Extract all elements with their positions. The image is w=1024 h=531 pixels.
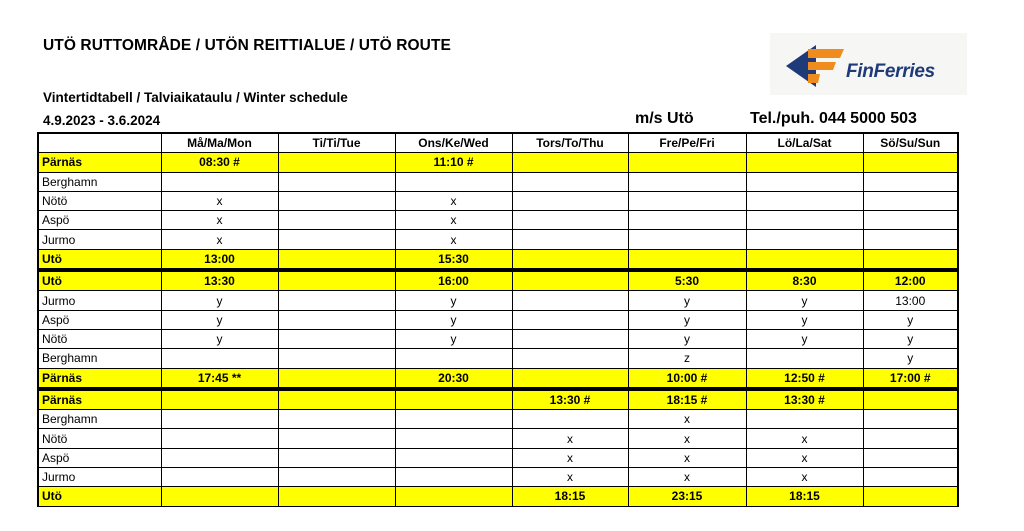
table-row <box>38 270 958 291</box>
schedule-cell: x <box>628 448 746 467</box>
schedule-cell <box>278 429 395 448</box>
table-row <box>38 291 958 310</box>
schedule-cell <box>161 410 278 429</box>
schedule-cell <box>512 211 628 230</box>
header-stop-cell <box>38 133 161 153</box>
schedule-cell: 15:30 <box>395 249 512 270</box>
schedule-cell <box>863 249 958 270</box>
schedule-cell <box>863 429 958 448</box>
schedule-cell: 11:10 # <box>395 153 512 172</box>
schedule-cell <box>512 368 628 389</box>
schedule-cell <box>278 448 395 467</box>
schedule-subtitle: Vintertidtabell / Talviaikataulu / Winter schedule <box>43 90 348 105</box>
schedule-cell <box>863 410 958 429</box>
schedule-cell <box>278 310 395 329</box>
schedule-cell <box>161 172 278 191</box>
schedule-cell: y <box>746 329 863 348</box>
schedule-cell <box>863 153 958 172</box>
schedule-cell <box>395 468 512 487</box>
stop-name: Nötö <box>38 329 161 348</box>
schedule-cell <box>278 230 395 249</box>
schedule-cell: 13:30 # <box>512 389 628 410</box>
schedule-cell <box>278 349 395 368</box>
schedule-cell <box>863 448 958 467</box>
stop-name: Aspö <box>38 310 161 329</box>
schedule-cell <box>746 230 863 249</box>
schedule-cell: y <box>395 329 512 348</box>
schedule-cell: x <box>161 211 278 230</box>
schedule-cell <box>278 468 395 487</box>
schedule-cell <box>746 172 863 191</box>
schedule-cell: 18:15 <box>746 487 863 506</box>
table-header-row <box>38 133 958 153</box>
schedule-cell <box>512 329 628 348</box>
schedule-cell: x <box>746 429 863 448</box>
stop-name: Aspö <box>38 211 161 230</box>
schedule-cell <box>512 153 628 172</box>
table-row <box>38 230 958 249</box>
schedule-cell: 17:45 ** <box>161 368 278 389</box>
schedule-cell: x <box>512 448 628 467</box>
stop-name: Jurmo <box>38 291 161 310</box>
table-row <box>38 487 958 506</box>
schedule-cell: x <box>395 191 512 210</box>
day-header: Fre/Pe/Fri <box>628 133 746 153</box>
schedule-cell: 13:30 # <box>746 389 863 410</box>
schedule-cell: y <box>746 291 863 310</box>
schedule-cell <box>161 448 278 467</box>
validity-dates: 4.9.2023 - 3.6.2024 <box>43 113 161 128</box>
schedule-cell: 08:30 # <box>161 153 278 172</box>
schedule-cell <box>628 153 746 172</box>
schedule-cell: 12:00 <box>863 270 958 291</box>
day-header: Lö/La/Sat <box>746 133 863 153</box>
schedule-cell <box>395 487 512 506</box>
schedule-cell <box>278 270 395 291</box>
schedule-cell: y <box>628 291 746 310</box>
schedule-cell: 18:15 # <box>628 389 746 410</box>
schedule-cell <box>746 410 863 429</box>
day-header: Ti/Ti/Tue <box>278 133 395 153</box>
schedule-cell: 13:30 <box>161 270 278 291</box>
schedule-cell: y <box>161 329 278 348</box>
schedule-cell <box>278 410 395 429</box>
table-row <box>38 329 958 348</box>
schedule-cell <box>863 468 958 487</box>
stop-name: Utö <box>38 249 161 270</box>
table-row <box>38 410 958 429</box>
schedule-cell: 13:00 <box>161 249 278 270</box>
stop-name: Berghamn <box>38 410 161 429</box>
table-row <box>38 389 958 410</box>
schedule-cell <box>512 191 628 210</box>
schedule-cell <box>395 172 512 191</box>
schedule-cell <box>512 291 628 310</box>
schedule-cell <box>395 429 512 448</box>
schedule-cell <box>512 249 628 270</box>
schedule-cell: 10:00 # <box>628 368 746 389</box>
day-header: Sö/Su/Sun <box>863 133 958 153</box>
schedule-cell <box>278 389 395 410</box>
table-row <box>38 191 958 210</box>
schedule-cell <box>278 291 395 310</box>
day-header: Tors/To/Thu <box>512 133 628 153</box>
schedule-cell: 16:00 <box>395 270 512 291</box>
stop-name: Utö <box>38 487 161 506</box>
schedule-cell <box>512 270 628 291</box>
schedule-cell <box>628 249 746 270</box>
phone-number: Tel./puh. 044 5000 503 <box>750 110 917 127</box>
schedule-cell: x <box>628 468 746 487</box>
stop-name: Nötö <box>38 191 161 210</box>
schedule-cell <box>746 249 863 270</box>
stop-name: Berghamn <box>38 349 161 368</box>
stop-name: Pärnäs <box>38 389 161 410</box>
finferries-logo-icon <box>786 43 848 89</box>
schedule-cell <box>161 468 278 487</box>
table-row <box>38 211 958 230</box>
table-row <box>38 448 958 467</box>
schedule-cell <box>628 211 746 230</box>
schedule-cell: x <box>395 211 512 230</box>
schedule-cell: x <box>395 230 512 249</box>
stop-name: Aspö <box>38 448 161 467</box>
schedule-cell: 8:30 <box>746 270 863 291</box>
schedule-cell <box>278 368 395 389</box>
schedule-cell <box>863 191 958 210</box>
stop-name: Nötö <box>38 429 161 448</box>
schedule-cell: y <box>161 310 278 329</box>
schedule-cell <box>863 230 958 249</box>
vessel-name: m/s Utö <box>635 110 694 127</box>
schedule-cell: 23:15 <box>628 487 746 506</box>
schedule-cell <box>161 429 278 448</box>
schedule-cell: 17:00 # <box>863 368 958 389</box>
schedule-cell <box>863 211 958 230</box>
schedule-cell <box>628 191 746 210</box>
schedule-cell: 20:30 <box>395 368 512 389</box>
schedule-cell <box>746 153 863 172</box>
schedule-cell: x <box>746 448 863 467</box>
schedule-cell: 13:00 <box>863 291 958 310</box>
schedule-cell <box>395 389 512 410</box>
table-row <box>38 349 958 368</box>
table-row <box>38 153 958 172</box>
schedule-cell <box>746 349 863 368</box>
schedule-cell <box>161 349 278 368</box>
schedule-cell <box>395 448 512 467</box>
schedule-cell <box>512 349 628 368</box>
finferries-logo <box>770 33 967 95</box>
schedule-cell <box>746 191 863 210</box>
stop-name: Utö <box>38 270 161 291</box>
schedule-table <box>37 132 959 507</box>
day-header: Må/Ma/Mon <box>161 133 278 153</box>
schedule-cell <box>161 487 278 506</box>
schedule-cell: y <box>161 291 278 310</box>
stop-name: Jurmo <box>38 230 161 249</box>
schedule-cell: x <box>161 230 278 249</box>
stop-name: Berghamn <box>38 172 161 191</box>
table-row <box>38 310 958 329</box>
schedule-cell: y <box>395 310 512 329</box>
schedule-cell: x <box>628 429 746 448</box>
schedule-cell <box>278 329 395 348</box>
schedule-cell <box>512 410 628 429</box>
schedule-cell <box>161 389 278 410</box>
schedule-cell <box>278 211 395 230</box>
schedule-cell <box>863 172 958 191</box>
schedule-cell <box>628 230 746 249</box>
schedule-cell: 5:30 <box>628 270 746 291</box>
schedule-cell: y <box>863 310 958 329</box>
schedule-cell <box>278 153 395 172</box>
schedule-cell <box>863 487 958 506</box>
schedule-cell <box>512 172 628 191</box>
table-row <box>38 249 958 270</box>
schedule-cell <box>278 249 395 270</box>
schedule-cell: y <box>746 310 863 329</box>
schedule-cell: y <box>628 310 746 329</box>
schedule-cell <box>628 172 746 191</box>
schedule-cell: x <box>512 429 628 448</box>
logo-wordmark: FinFerries <box>846 61 935 82</box>
schedule-cell: z <box>628 349 746 368</box>
schedule-cell: x <box>161 191 278 210</box>
schedule-cell: y <box>863 349 958 368</box>
schedule-cell: 18:15 <box>512 487 628 506</box>
schedule-cell <box>863 389 958 410</box>
schedule-cell: 12:50 # <box>746 368 863 389</box>
table-row <box>38 468 958 487</box>
schedule-cell: y <box>863 329 958 348</box>
stop-name: Pärnäs <box>38 153 161 172</box>
day-header: Ons/Ke/Wed <box>395 133 512 153</box>
schedule-cell <box>395 349 512 368</box>
table-row <box>38 172 958 191</box>
schedule-cell: x <box>628 410 746 429</box>
schedule-cell: x <box>746 468 863 487</box>
table-row <box>38 368 958 389</box>
schedule-cell <box>512 230 628 249</box>
schedule-cell: y <box>628 329 746 348</box>
schedule-cell <box>512 310 628 329</box>
stop-name: Jurmo <box>38 468 161 487</box>
stop-name: Pärnäs <box>38 368 161 389</box>
schedule-cell <box>278 172 395 191</box>
schedule-cell <box>278 191 395 210</box>
table-row <box>38 429 958 448</box>
schedule-cell: y <box>395 291 512 310</box>
schedule-cell: x <box>512 468 628 487</box>
schedule-cell <box>278 487 395 506</box>
schedule-cell <box>395 410 512 429</box>
schedule-cell <box>746 211 863 230</box>
page-title: UTÖ RUTTOMRÅDE / UTÖN REITTIALUE / UTÖ ROUTE <box>43 37 451 54</box>
